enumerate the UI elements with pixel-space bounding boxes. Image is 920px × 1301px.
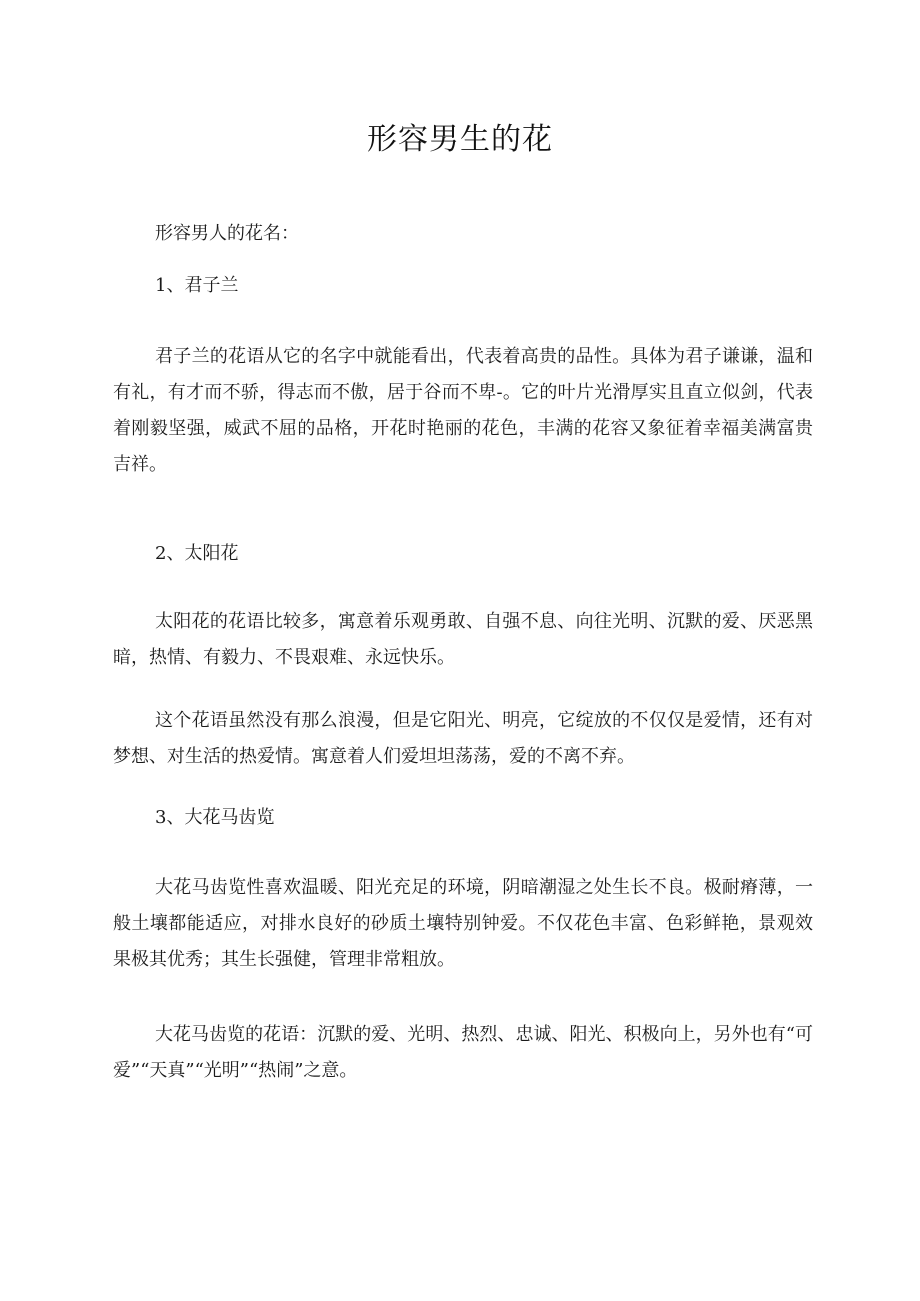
paragraph-dahuamachilan-1: 大花马齿览性喜欢温暖、阳光充足的环境，阴暗潮湿之处生长不良。极耐瘠薄，一般土壤都能适应，对排水良好的砂质土壤特别钟爱。不仅花色丰富、色彩鲜艳，景观效果极其优秀；其生长强健，管理非常粗放。 bbox=[113, 877, 813, 970]
paragraph-dahuamachilan-2: 大花马齿览的花语：沉默的爱、光明、热烈、忠诚、阳光、积极向上，另外也有“可爱”“天真”“光明”“热闹”之意。 bbox=[113, 1024, 813, 1081]
paragraph-taiyanghua-2: 这个花语虽然没有那么浪漫，但是它阳光、明亮，它绽放的不仅仅是爱情，还有对梦想、对生活的热爱情。寓意着人们爱坦坦荡荡，爱的不离不弃。 bbox=[113, 710, 813, 767]
intro-text: 形容男人的花名： bbox=[155, 223, 299, 244]
paragraph-junzilan: 君子兰的花语从它的名字中就能看出，代表着高贵的品性。具体为君子谦谦，温和有礼，有才而不骄，得志而不傲，居于谷而不卑-。它的叶片光滑厚实且直立似剑，代表着刚毅坚强，威武不屈的品格，开花时艳丽的花色，丰满的花容又象征着幸福美满富贵吉祥。 bbox=[113, 346, 813, 475]
section-heading-dahuamachilan: 3、大花马齿览 bbox=[155, 807, 275, 828]
section-heading-junzilan: 1、君子兰 bbox=[155, 275, 239, 296]
page-title: 形容男生的花 bbox=[367, 122, 553, 157]
paragraph-taiyanghua-1: 太阳花的花语比较多，寓意着乐观勇敢、自强不息、向往光明、沉默的爱、厌恶黑暗，热情、有毅力、不畏艰难、永远快乐。 bbox=[113, 611, 813, 668]
section-heading-taiyanghua: 2、太阳花 bbox=[155, 543, 239, 564]
